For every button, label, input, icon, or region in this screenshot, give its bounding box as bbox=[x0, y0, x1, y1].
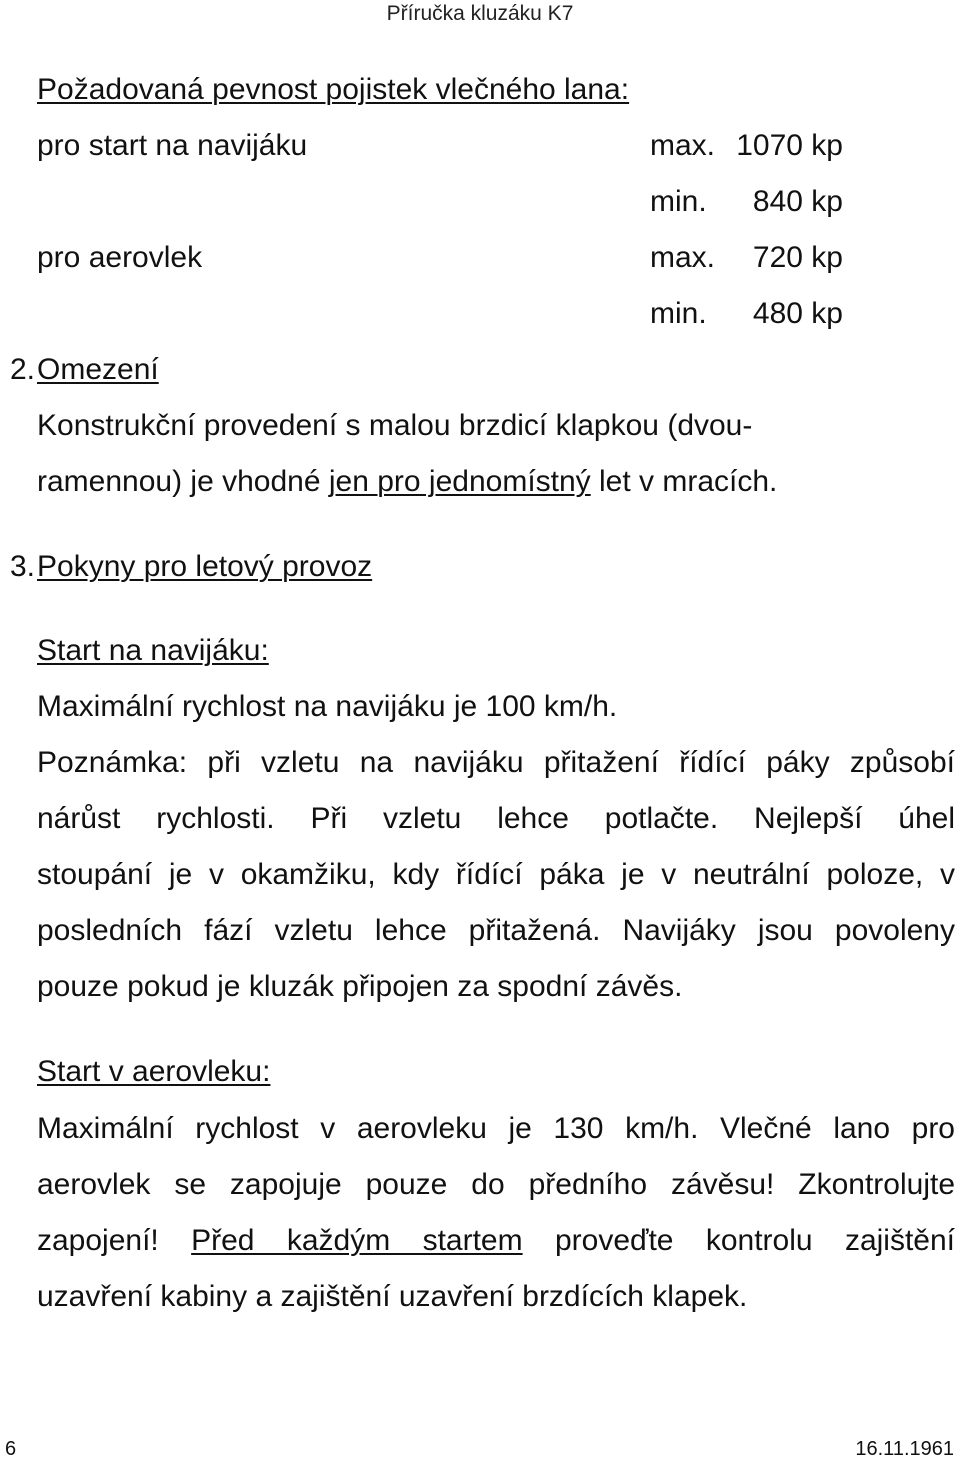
aerotow-line: Maximální rychlost v aerovleku je 130 km/h. Vlečné lano pro bbox=[37, 1112, 955, 1145]
section-2-text: ramennou) je vhodné bbox=[37, 465, 329, 498]
fuse-row-value: 480 kp bbox=[752, 297, 843, 330]
fuse-row-value: 720 kp bbox=[752, 241, 843, 274]
winch-note-line: stoupání je v okamžiku, kdy řídící páka je v neutrální poloze, v bbox=[37, 858, 955, 891]
section-3-title: Pokyny pro letový provoz bbox=[37, 550, 373, 583]
page-header-title: Příručka kluzáku K7 bbox=[386, 2, 574, 25]
aerotow-heading: Start v aerovleku: bbox=[37, 1055, 271, 1088]
aerotow-line: uzavření kabiny a zajištění uzavření brzdících klapek. bbox=[37, 1280, 748, 1313]
fuse-row-label: pro start na navijáku bbox=[37, 129, 308, 162]
aerotow-line: aerovlek se zapojuje pouze do předního závěsu! Zkontrolujte bbox=[37, 1168, 955, 1201]
section-2-line bbox=[37, 464, 777, 500]
winch-speed: Maximální rychlost na navijáku je 100 km/h. bbox=[37, 690, 618, 723]
fuse-row-bound: max. bbox=[650, 129, 716, 162]
page-number: 6 bbox=[5, 1438, 17, 1460]
fuse-row-bound: max. bbox=[650, 241, 716, 274]
fuse-row-label: pro aerovlek bbox=[37, 241, 203, 274]
aerotow-text: zapojení! bbox=[37, 1224, 192, 1257]
aerotow-emphasis: Před každým startem bbox=[191, 1224, 523, 1257]
fuse-row-bound: min. bbox=[650, 297, 707, 330]
fuse-heading: Požadovaná pevnost pojistek vlečného lana: bbox=[37, 73, 630, 106]
aerotow-text: proveďte kontrolu zajištění bbox=[522, 1224, 955, 1257]
section-2-emphasis: jen pro jednomístný bbox=[328, 465, 591, 498]
winch-note-line: pouze pokud je kluzák připojen za spodní závěs. bbox=[37, 970, 683, 1003]
winch-note-line: Poznámka: při vzletu na navijáku přitažení řídící páky způsobí bbox=[37, 746, 955, 779]
section-2-line: Konstrukční provedení s malou brzdicí klapkou (dvou- bbox=[37, 409, 753, 442]
aerotow-line bbox=[37, 1223, 955, 1259]
footer-date: 16.11.1961 bbox=[855, 1438, 954, 1460]
section-2-title: Omezení bbox=[37, 353, 159, 386]
fuse-row-value: 1070 kp bbox=[736, 129, 843, 162]
winch-note-line: posledních fází vzletu lehce přitažená. Navijáky jsou povoleny bbox=[37, 914, 955, 947]
fuse-row-bound: min. bbox=[650, 185, 707, 218]
section-2-text: let v mracích. bbox=[590, 465, 778, 498]
winch-heading: Start na navijáku: bbox=[37, 634, 269, 667]
section-3-number: 3. bbox=[10, 550, 36, 583]
winch-note-line: nárůst rychlosti. Při vzletu lehce potlačte. Nejlepší úhel bbox=[37, 802, 955, 835]
section-2-number: 2. bbox=[10, 353, 36, 386]
fuse-row-value: 840 kp bbox=[752, 185, 843, 218]
